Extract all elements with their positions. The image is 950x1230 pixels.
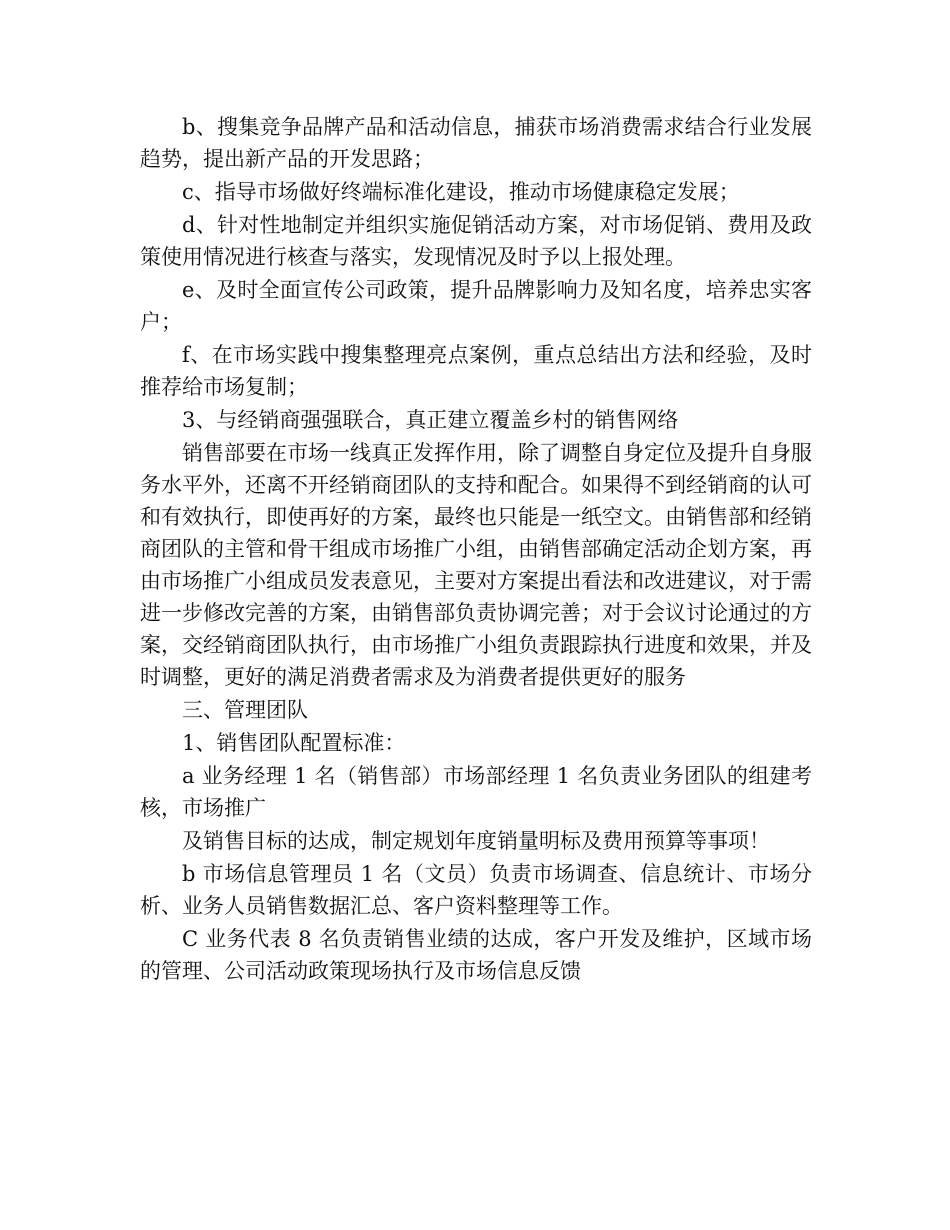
heading-management-team: 三、管理团队	[182, 698, 308, 722]
paragraph-f-case-collection: f、在市场实践中搜集整理亮点案例，重点总结出方法和经验，及时推荐给市场复制；	[140, 343, 812, 399]
paragraph-b-info-administrator: b 市场信息管理员 1 名（文员）负责市场调查、信息统计、市场分析、业务人员销售数据汇总、客户资料整理等工作。	[140, 862, 812, 918]
paragraph-c-terminal-standard: c、指导市场做好终端标准化建设，推动市场健康稳定发展；	[182, 180, 740, 204]
paragraph-b-competitor-info: b、搜集竞争品牌产品和活动信息，捕获市场消费需求结合行业发展趋势，提出新产品的开发思路；	[140, 115, 812, 171]
document-body	[140, 111, 812, 987]
heading-team-configuration: 1、销售团队配置标准：	[182, 731, 406, 755]
paragraph-c-business-representative: C 业务代表 8 名负责销售业绩的达成，客户开发及维护，区域市场的管理、公司活动政策现场执行及市场信息反馈	[140, 927, 812, 983]
heading-dealer-network: 3、与经销商强强联合，真正建立覆盖乡村的销售网络	[182, 408, 679, 432]
paragraph-sales-target: 及销售目标的达成，制定规划年度销量明标及费用预算等事项！	[182, 829, 770, 853]
paragraph-a-business-manager: a 业务经理 1 名（销售部）市场部经理 1 名负责业务团队的组建考核，市场推广	[140, 764, 812, 820]
paragraph-sales-department-role: 销售部要在市场一线真正发挥作用，除了调整自身定位及提升自身服务水平外，还离不开经销商团队的支持和配合。如果得不到经销商的认可和有效执行，即使再好的方案，最终也只能是一纸空文。由销售部和经销商团队的主管和骨干组成市场推广小组，由销售部确定活动企划方案，再由市场推广小组成员发表意见，主要对方案提出看法和改进建议，对于需进一步修改完善的方案，由销售部负责协调完善；对于会议讨论通过的方案，交经销商团队执行，由市场推广小组负责跟踪执行进度和效果，并及时调整，更好的满足消费者需求及为消费者提供更好的服务	[140, 441, 812, 689]
paragraph-e-brand-promotion: e、及时全面宣传公司政策，提升品牌影响力及知名度，培养忠实客户；	[140, 278, 812, 334]
paragraph-d-promotion-plan: d、针对性地制定并组织实施促销活动方案，对市场促销、费用及政策使用情况进行核查与落实，发现情况及时予以上报处理。	[140, 213, 812, 269]
